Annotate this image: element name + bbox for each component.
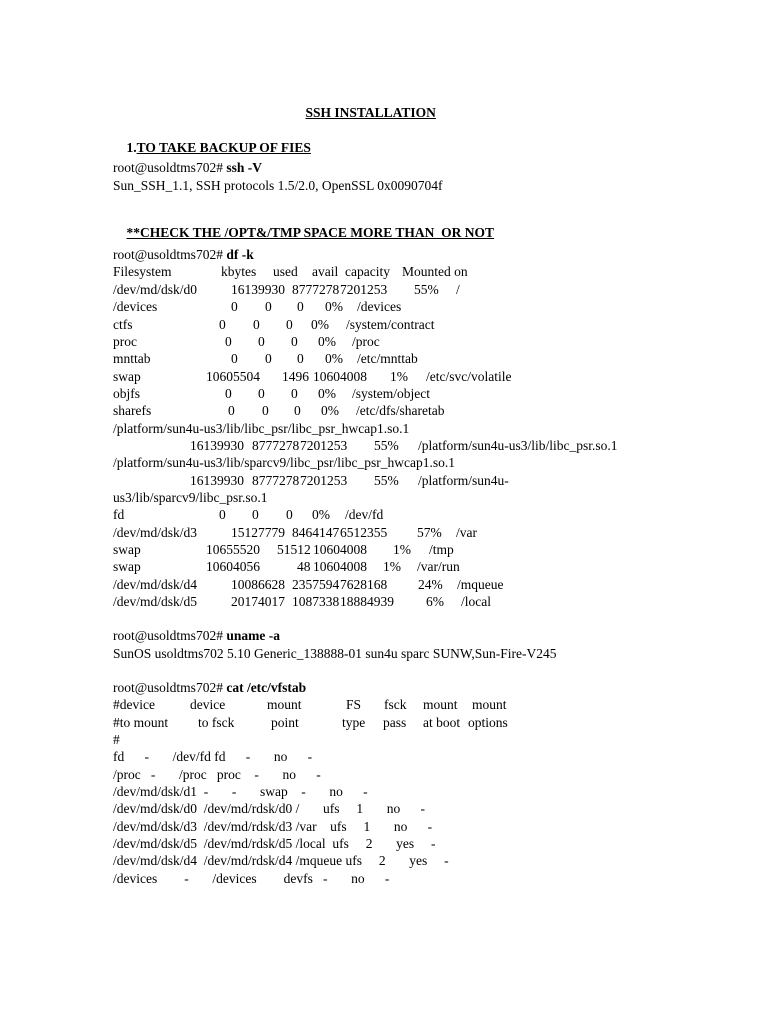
vfstab-header-cell: mount [423,697,458,712]
df-col-capacity: capacity [345,264,390,279]
df-cell: mnttab [113,351,151,366]
df-cell: 0 [225,334,232,349]
df-cell: 10604008 [313,369,367,384]
df-cell: 6% [426,594,444,609]
vfstab-header-cell: point [271,715,299,730]
vfstab-header-cell: at boot [423,715,461,730]
df-cell: 1087338 [292,594,340,609]
vfstab-header-cell: pass [383,715,407,730]
df-cell: 0% [325,351,343,366]
df-cell: 0% [318,386,336,401]
df-cell: 15127779 [231,525,285,540]
df-cell: 1% [393,542,411,557]
df-cell: 0 [258,386,265,401]
vfstab-header-cell: #device [113,697,155,712]
df-cell: /platform/sun4u- [418,473,509,488]
df-cell: /system/contract [346,317,435,332]
df-cell: 10655520 [206,542,260,557]
df-cell: proc [113,334,137,349]
df-cell: 0 [297,299,304,314]
vfstab-header-cell: FS [346,697,362,712]
df-cell: 0% [318,334,336,349]
vfstab-header-cell: options [468,715,508,730]
df-cell: 10086628 [231,577,285,592]
df-cell: /dev/fd [345,507,384,522]
df-cell: 1% [390,369,408,384]
df-col-mounted-on: Mounted on [402,264,468,279]
df-cell: 18884939 [340,594,394,609]
df-cell: 8777278 [252,438,300,453]
df-cell: 0 [252,507,259,522]
df-cell: 10604008 [313,542,367,557]
df-cell: 0 [228,403,235,418]
df-cell: objfs [113,386,140,401]
vfstab-header-cell: mount [267,697,302,712]
ssh-version-output: Sun_SSH_1.1, SSH protocols 1.5/2.0, OpenSSL 0x0090704f [113,178,443,193]
df-cell: 10605504 [206,369,260,384]
df-cell: 0% [325,299,343,314]
df-cell: 0 [291,386,298,401]
df-col-kbytes: kbytes [221,264,257,279]
df-cell: / [456,282,460,297]
df-cell: /etc/mnttab [357,351,418,366]
df-cell: 0 [219,317,226,332]
df-cell: 7201253 [300,438,348,453]
df-cell: /etc/dfs/sharetab [356,403,445,418]
vfstab-header-cell: device [190,697,226,712]
df-cell: 57% [417,525,442,540]
df-cell: sharefs [113,403,152,418]
df-cell: /proc [352,334,380,349]
df-cell: 0% [311,317,329,332]
vfstab-line: /dev/md/dsk/d3 /dev/md/rdsk/d3 /var ufs 1 no - [113,819,433,834]
df-cell: /dev/md/dsk/d4 [113,577,197,592]
df-cell: 48 [297,559,311,574]
df-cell: 0 [286,317,293,332]
df-cell: 55% [414,282,439,297]
df-cell: 0 [265,299,272,314]
df-cell: 0% [321,403,339,418]
df-cell: 8464147 [292,525,340,540]
vfstab-header-cell: to fsck [198,715,235,730]
df-cell: 0 [219,507,226,522]
df-cell: 0 [225,386,232,401]
df-cell: 20174017 [231,594,285,609]
vfstab-line: /dev/md/dsk/d0 /dev/md/rdsk/d0 / ufs 1 no - [113,801,425,816]
df-cell: /dev/md/dsk/d5 [113,594,197,609]
df-cell: swap [113,559,141,574]
df-cell: 0 [258,334,265,349]
df-cell: 55% [374,438,399,453]
df-cell: 6512355 [340,525,388,540]
df-cell: 10604008 [313,559,367,574]
df-cell: 16139930 [231,282,285,297]
df-cell: swap [113,542,141,557]
vfstab-header-cell: fsck [384,697,407,712]
df-cell: /devices [357,299,402,314]
vfstab-header-cell: type [342,715,366,730]
df-cell: 0% [312,507,330,522]
df-cell: 51512 [277,542,311,557]
df-cell: 8777278 [292,282,340,297]
df-cell: 24% [418,577,443,592]
df-cell: 16139930 [190,473,244,488]
vfstab-hash: # [113,732,120,747]
df-cell: 0 [265,351,272,366]
uname-output: SunOS usoldtms702 5.10 Generic_138888-01 sun4u sparc SUNW,Sun-Fire-V245 [113,646,557,661]
df-psr-path: /platform/sun4u-us3/lib/libc_psr/libc_psr_hwcap1.so.1 [113,421,410,436]
df-cell: /platform/sun4u-us3/lib/libc_psr.so.1 [418,438,618,453]
df-cell: /dev/md/dsk/d3 [113,525,197,540]
df-cell: 1496 [282,369,309,384]
df-cell: 0 [253,317,260,332]
df-cell: ctfs [113,317,133,332]
vfstab-line: /dev/md/dsk/d1 - - swap - no - [113,784,368,799]
vfstab-line: /dev/md/dsk/d4 /dev/md/rdsk/d4 /mqueue ufs 2 yes - [113,853,449,868]
df-cell: /var [456,525,477,540]
vfstab-line: /dev/md/dsk/d5 /dev/md/rdsk/d5 /local ufs 2 yes - [113,836,436,851]
df-command-line: root@usoldtms702# df -k [113,247,254,262]
df-cell: 0 [262,403,269,418]
df-cell: 55% [374,473,399,488]
df-cell: 10604056 [206,559,260,574]
df-cell: /mqueue [457,577,504,592]
vfstab-header-cell: #to mount [113,715,169,730]
df-col-used: used [273,264,298,279]
df-cell: 7201253 [340,282,388,297]
df-cell: 7201253 [300,473,348,488]
df-cell: 0 [231,299,238,314]
df-cell: 16139930 [190,438,244,453]
uname-command-line: root@usoldtms702# uname -a [113,628,280,643]
vfstab-line: /devices - /devices devfs - no - [113,871,390,886]
df-psr9-wrap: us3/lib/sparcv9/libc_psr.so.1 [113,490,268,505]
page-title: SSH INSTALLATION [305,104,436,120]
check-space-heading: **CHECK THE /OPT&/TMP SPACE MORE THAN OR NOT [126,224,495,240]
vfstab-command-line: root@usoldtms702# cat /etc/vfstab [113,680,307,695]
df-cell: /etc/svc/volatile [426,369,512,384]
vfstab-line: /proc - /proc proc - no - [113,767,321,782]
df-cell: /var/run [417,559,460,574]
df-cell: /tmp [429,542,454,557]
df-cell: /devices [113,299,158,314]
df-cell: 0 [231,351,238,366]
df-col-filesystem: Filesystem [113,264,172,279]
vfstab-header-cell: mount [472,697,507,712]
df-cell: 7628168 [340,577,388,592]
df-cell: fd [113,507,125,522]
ssh-command-line: root@usoldtms702# ssh -V [113,160,262,175]
df-cell: /system/object [352,386,430,401]
df-cell: /local [461,594,491,609]
df-psr9-path: /platform/sun4u-us3/lib/sparcv9/libc_psr/libc_psr_hwcap1.so.1 [113,455,455,470]
df-cell: 0 [294,403,301,418]
df-cell: 1% [383,559,401,574]
vfstab-line: fd - /dev/fd fd - no - [113,749,313,764]
df-cell: 0 [297,351,304,366]
df-col-avail: avail [312,264,339,279]
df-cell: swap [113,369,141,384]
df-cell: 0 [291,334,298,349]
df-cell: 8777278 [252,473,300,488]
df-cell: 0 [286,507,293,522]
df-cell: /dev/md/dsk/d0 [113,282,197,297]
section-heading-backup: 1.TO TAKE BACKUP OF FIES [126,139,311,155]
df-cell: 2357594 [292,577,340,592]
